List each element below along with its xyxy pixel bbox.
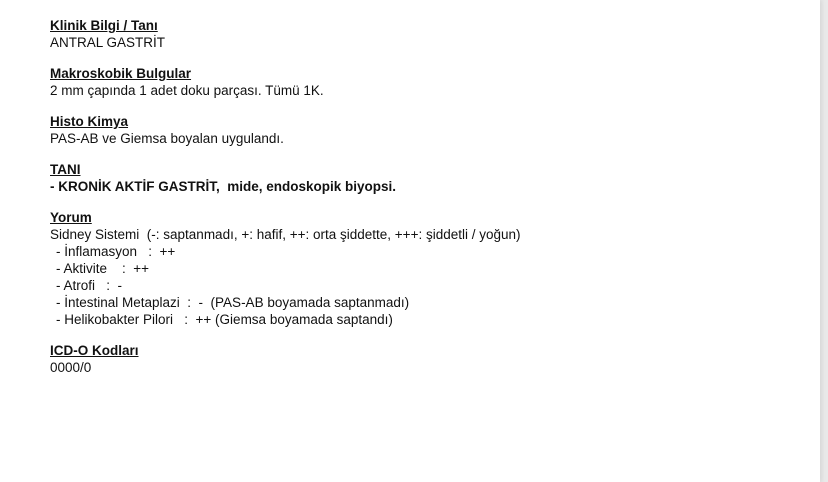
macroscopic-section <box>50 65 810 99</box>
clinical-info-heading: Klinik Bilgi / Tanı <box>50 18 158 33</box>
comment-section <box>50 209 810 328</box>
comment-heading: Yorum <box>50 210 92 225</box>
comment-item-intestinal-metaplasia: - İntestinal Metaplazi : - (PAS-AB boyamada saptanmadı) <box>56 295 410 310</box>
icd-heading: ICD-O Kodları <box>50 343 139 358</box>
sydney-system-intro: Sidney Sistemi (-: saptanmadı, +: hafif, ++: orta şiddette, +++: şiddetli / yoğun) <box>50 227 521 242</box>
icd-code: 0000/0 <box>50 360 92 375</box>
comment-item-activity: - Aktivite : ++ <box>56 261 150 276</box>
report-content <box>50 17 810 390</box>
macroscopic-heading: Makroskobik Bulgular <box>50 66 192 81</box>
icd-section <box>50 342 810 376</box>
diagnosis-section <box>50 161 810 195</box>
comment-item-inflammation: - İnflamasyon : ++ <box>56 244 176 259</box>
macroscopic-text: 2 mm çapında 1 adet doku parçası. Tümü 1K. <box>50 83 324 98</box>
clinical-info-section <box>50 17 810 51</box>
diagnosis-text: - KRONİK AKTİF GASTRİT, mide, endoskopik biyopsi. <box>50 179 397 194</box>
histochemistry-heading: Histo Kimya <box>50 114 129 129</box>
histochemistry-section <box>50 113 810 147</box>
comment-item-atrophy: - Atrofi : - <box>56 278 123 293</box>
comment-item-helicobacter: - Helikobakter Pilori : ++ (Giemsa boyamada saptandı) <box>56 312 393 327</box>
diagnosis-heading: TANI <box>50 162 81 177</box>
histochemistry-text: PAS-AB ve Giemsa boyalan uygulandı. <box>50 131 284 146</box>
clinical-info-text: ANTRAL GASTRİT <box>50 35 166 50</box>
